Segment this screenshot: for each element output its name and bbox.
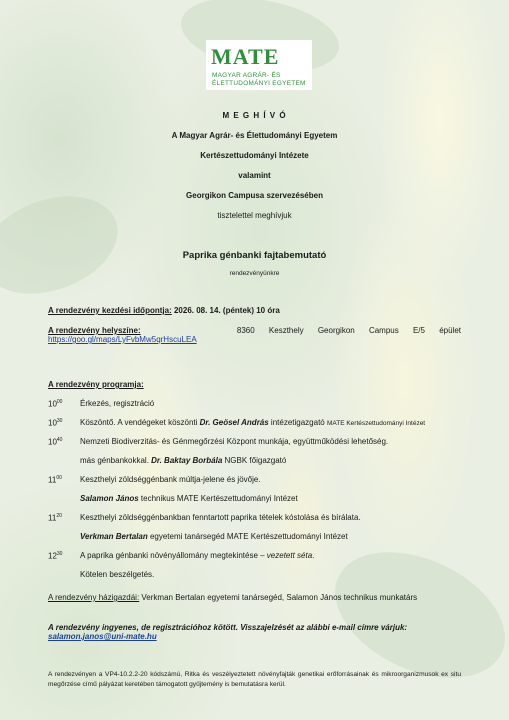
program-item: Keszthelyi zöldséggénbank múltja-jelene és jövője. <box>80 475 261 484</box>
speaker-name: Dr. Baktay Borbála <box>151 456 223 465</box>
speaker-name: Salamon János <box>80 494 139 503</box>
invite-text: tisztelettel meghívjuk <box>217 211 292 220</box>
program-time: $11^{00}$ <box>48 475 62 485</box>
hosts-value: Verkman Bertalan egyetemi tanársegéd, Salamon János technikus munkatárs <box>139 593 418 602</box>
program-item: Nemzeti Biodiverzitás- és Génmegőrzési Központ munkája, együttműködési lehetőség. <box>80 437 389 446</box>
logo-line-2: ÉLETTUDOMÁNYI EGYETEM <box>212 80 306 87</box>
start-label: A rendezvény kezdési időpontja: <box>48 306 172 315</box>
registration-note <box>48 623 461 641</box>
footer-note: A rendezvényen a VP4-10.2.2-20 kódszámú, Ritka és veszélyeztetett növényfajták genetikai erőforrásainak és mikroorganizmusok ex situ megőrzése című pályázat keretében támogatott gyűjtemény is bemutatásra kerül. <box>48 671 461 688</box>
logo-line-1: MAGYAR AGRÁR- ÉS <box>212 72 281 79</box>
program-time: $10^{00}$ <box>48 399 63 409</box>
organizer-campus: Georgikon Campusa szervezésében <box>186 191 323 200</box>
map-link[interactable]: https://goo.gl/maps/LyFvbMw5qrHscuLEA <box>48 335 197 344</box>
mate-logo <box>206 40 312 90</box>
program-item: Kötelen beszélgetés. <box>80 570 155 579</box>
invitation-title: M E G H Í V Ó <box>222 111 287 120</box>
program-time: $10^{30}$ <box>48 418 63 428</box>
program-item: Érkezés, regisztráció <box>80 399 155 408</box>
start-time <box>48 306 280 315</box>
hosts-label: A rendezvény házigazdái: <box>48 593 140 602</box>
email-link[interactable]: salamon.janos@uni-mate.hu <box>48 632 157 641</box>
program-item: Verkman Bertalan egyetemi tanársegéd MATE Kertészettudományi Intézet <box>80 532 348 541</box>
organizer-university: A Magyar Agrár- és Élettudományi Egyetem <box>171 131 338 140</box>
program-time: $12^{30}$ <box>48 551 63 561</box>
event-subtitle: rendezvényünkre <box>229 270 280 277</box>
location-label: A rendezvény helyszíne: <box>48 326 141 335</box>
program-time: $10^{40}$ <box>48 437 63 447</box>
location-value: 8360 Keszthely Georgikon Campus E/5 épület <box>236 326 461 335</box>
start-value: 2026. 08. 14. (péntek) 10 óra <box>173 306 280 315</box>
program-item: más génbankokkal. Dr. Baktay Borbála NGBK főigazgató <box>80 456 287 465</box>
hosts <box>48 593 417 602</box>
organizer-institute: Kertészettudományi Intézete <box>200 151 309 160</box>
logo-wordmark: MATE <box>211 44 280 69</box>
program-item: Salamon János technikus MATE Kertészettudományi Intézet <box>80 494 298 503</box>
program-heading: A rendezvény programja: <box>48 380 144 389</box>
program-time: $11^{20}$ <box>48 513 62 523</box>
event-title: Paprika génbanki fajtabemutató <box>182 250 327 261</box>
conjunction: valamint <box>238 171 271 180</box>
speaker-name: Verkman Bertalan <box>80 532 148 541</box>
speaker-name: Dr. Geösel András <box>199 418 269 427</box>
registration-text: A rendezvény ingyenes, de regisztrációhoz kötött. Visszajelzését az alábbi e-mail címre várjuk: <box>48 623 408 632</box>
program-item: A paprika génbanki növényállomány megtekintése – vezetett séta. <box>80 551 315 560</box>
program-item: Köszöntő. A vendégeket köszönti Dr. Geösel András intézetigazgató MATE Kertészettudományi Intézet <box>80 418 426 427</box>
program-item: Keszthelyi zöldséggénbankban fenntartott paprika tételek kóstolása és bírálata. <box>80 513 361 522</box>
location <box>48 326 461 344</box>
